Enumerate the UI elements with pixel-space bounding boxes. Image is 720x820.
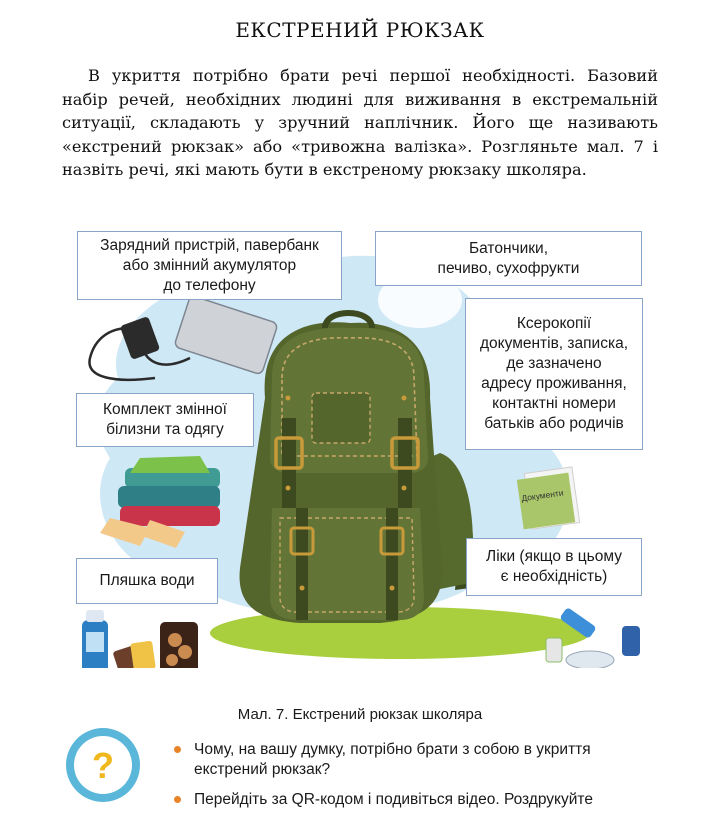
backpack-front-pocket — [270, 508, 424, 620]
list-item: Перейдіть за QR-кодом і подивіться відео. Роздрукуйте — [174, 790, 674, 810]
figure-caption: Мал. 7. Екстрений рюкзак школяра — [237, 706, 483, 723]
callout-clothes: Комплект змінної білизни та одягу — [76, 393, 254, 447]
documents-icon — [517, 467, 580, 529]
cookies-icon — [160, 622, 198, 668]
callout-water: Пляшка води — [76, 558, 218, 604]
backpack-flap-pocket — [312, 393, 370, 443]
backpack-pocket-strap-left — [296, 508, 308, 620]
bullet-icon — [174, 796, 181, 803]
callout-medicine: Ліки (якщо в цьому є необхідність) — [466, 538, 642, 596]
page-title: ЕКСТРЕНИЙ РЮКЗАК — [235, 18, 485, 42]
backpack-pocket-strap-right — [386, 508, 398, 620]
questions-list — [174, 740, 674, 820]
backpack-illustration — [0, 228, 720, 668]
snack-bars-icon — [113, 641, 156, 668]
callout-documents: Ксерокопії документів, записка, де зазначено адресу проживання, контактні номери батьків або родичів — [465, 298, 643, 450]
callout-snacks: Батончики, печиво, сухофрукти — [375, 231, 642, 286]
list-item: Чому, на вашу думку, потрібно брати з собою в укриття екстрений рюкзак? — [174, 740, 674, 780]
question-icon — [64, 726, 142, 804]
callout-charger: Зарядний пристрій, павербанк або змінний акумулятор до телефону — [77, 231, 342, 300]
water-bottle-icon — [82, 610, 108, 668]
question-mark: ? — [92, 745, 114, 786]
documents-folder-label: Документи — [520, 487, 565, 504]
intro-paragraph: В укриття потрібно брати речі першої необхідності. Базовий набір речей, необхідних людині для виживання в екстремальній ситуації, складають у зручний наплічник. Його ще називають «екстрений рюкзак» або «тривожна валізка». Розгляньте мал. 7 і назвіть речі, які мають бути в екстреному рюкзаку школяра. — [62, 66, 658, 180]
bullet-icon — [174, 746, 181, 753]
